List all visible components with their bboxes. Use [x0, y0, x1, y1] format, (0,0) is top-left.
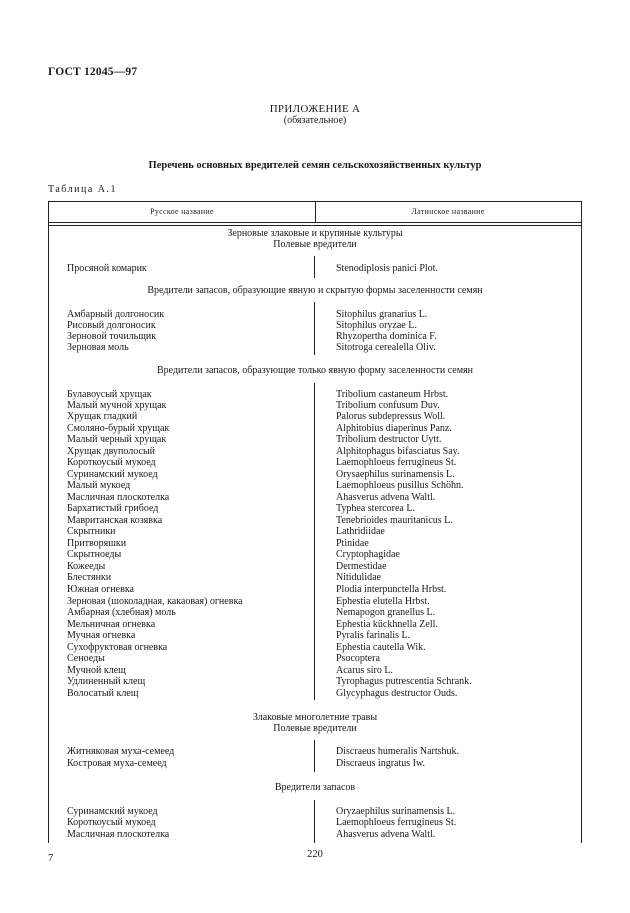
latin-name: Ephestia elutella Hrbst.	[336, 596, 430, 607]
russian-name: Булавоусый хрущак	[67, 389, 152, 400]
latin-name: Oryzaephilus surinamensis L.	[336, 806, 456, 817]
latin-name: Laemophloeus ferrugineus St.	[336, 817, 457, 828]
russian-name: Блестянки	[67, 572, 112, 583]
latin-name: Ephestia kückhnella Zell.	[336, 619, 438, 630]
latin-name: Nemapogon granellus L.	[336, 607, 436, 618]
latin-name: Laemophloeus pusillus Schöhn.	[336, 480, 464, 491]
header-rule	[49, 222, 581, 223]
latin-name: Pyralis farinalis L.	[336, 630, 411, 641]
latin-name: Lathridiidae	[336, 526, 385, 537]
latin-name: Tenebrioides mauritanicus L.	[336, 515, 453, 526]
header-rule-double	[49, 225, 581, 226]
gost-header: ГОСТ 12045—97	[48, 66, 138, 78]
russian-name: Просяной комарик	[67, 263, 147, 274]
latin-name: Alphitobius diaperinus Panz.	[336, 423, 452, 434]
latin-name: Stenodiplosis panici Plot.	[336, 263, 438, 274]
list-title: Перечень основных вредителей семян сельскохозяйственных культур	[148, 160, 482, 171]
latin-name: Plodia interpunctella Hrbst.	[336, 584, 447, 595]
russian-name: Волосатый клещ	[67, 688, 139, 699]
russian-name: Малый мукоед	[67, 480, 131, 491]
latin-name: Discraeus humeralis Nartshuk.	[336, 746, 460, 757]
russian-name: Кожееды	[67, 561, 106, 572]
russian-name: Сухофруктовая огневка	[67, 642, 168, 653]
latin-name: Tribolium confusum Duv.	[336, 400, 440, 411]
russian-name: Малый мучной хрущак	[67, 400, 167, 411]
russian-name: Масличная плоскотелка	[67, 492, 170, 503]
russian-name: Мавританская козявка	[67, 515, 163, 526]
appendix-subtitle: (обязательное)	[283, 115, 347, 126]
column-divider	[314, 302, 315, 355]
latin-name: Orysaephilus surinamensis L.	[336, 469, 455, 480]
section-subheading: Полевые вредители	[273, 723, 357, 734]
russian-name: Сеноеды	[67, 653, 105, 664]
russian-name: Притворяшки	[67, 538, 127, 549]
russian-name: Хрущак двуполосый	[67, 446, 156, 457]
latin-name: Laemophloeus ferrugineus St.	[336, 457, 457, 468]
section-subheading: Полевые вредители	[273, 239, 357, 250]
russian-name: Суринамский мукоед	[67, 806, 158, 817]
latin-name: Ahasverus advena Waltl.	[336, 492, 436, 503]
latin-name: Glycyphagus destructor Ouds.	[336, 688, 458, 699]
russian-name: Малый черный хрущак	[67, 434, 167, 445]
column-divider	[314, 256, 315, 278]
russian-name: Амбарная (хлебная) моль	[67, 607, 176, 618]
latin-name: Rhyzopertha dominica F.	[336, 331, 437, 342]
russian-name: Суринамский мукоед	[67, 469, 158, 480]
column-divider	[314, 740, 315, 772]
latin-name: Nitidulidae	[336, 572, 381, 583]
russian-name: Короткоусый мукоед	[67, 457, 156, 468]
latin-name: Ptinidae	[336, 538, 369, 549]
russian-name: Смоляно-бурый хрущак	[67, 423, 170, 434]
latin-name: Sitotroga cerealella Oliv.	[336, 342, 436, 353]
russian-name: Амбарный долгоносик	[67, 309, 165, 320]
table-caption: Таблица А.1	[48, 184, 117, 195]
russian-name: Короткоусый мукоед	[67, 817, 156, 828]
russian-name: Зерновой точильщик	[67, 331, 157, 342]
russian-name: Бархатистый грибоед	[67, 503, 159, 514]
russian-name: Зерновая (шоколадная, какаовая) огневка	[67, 596, 243, 607]
russian-name: Зерновая моль	[67, 342, 129, 353]
russian-name: Житняковая муха-семеед	[67, 746, 175, 757]
russian-name: Южная огневка	[67, 584, 134, 595]
column-divider	[314, 800, 315, 843]
russian-name: Масличная плоскотелка	[67, 829, 170, 840]
section-heading: Зерновые злаковые и крупяные культуры	[227, 228, 403, 239]
russian-name: Хрущак гладкий	[67, 411, 138, 422]
latin-name: Tyrophagus putrescentia Schrank.	[336, 676, 472, 687]
latin-name: Sitophilus oryzae L.	[336, 320, 417, 331]
latin-name: Dermestidae	[336, 561, 387, 572]
section-heading: Вредители запасов, образующие явную и скрытую формы заселенности семян	[147, 285, 483, 296]
latin-name: Typhea stercorea L.	[336, 503, 415, 514]
latin-name: Alphitophagus bifasciatus Say.	[336, 446, 460, 457]
appendix-title: ПРИЛОЖЕНИЕ А	[269, 103, 361, 115]
section-heading: Вредители запасов, образующие только явную форму заселенности семян	[156, 365, 473, 376]
page-number: 220	[307, 849, 323, 860]
column-divider	[314, 383, 315, 700]
latin-name: Sitophilus granarius L.	[336, 309, 428, 320]
russian-name: Мельничная огневка	[67, 619, 156, 630]
latin-name: Acarus siro L.	[336, 665, 393, 676]
column-header-latin: Латинское название	[411, 207, 485, 216]
russian-name: Удлиненный клещ	[67, 676, 146, 687]
latin-name: Tribolium destructor Uytt.	[336, 434, 442, 445]
latin-name: Psocoptera	[336, 653, 380, 664]
latin-name: Ahasverus advena Waltl.	[336, 829, 436, 840]
russian-name: Скрытноеды	[67, 549, 122, 560]
section-heading: Злаковые многолетние травы	[252, 712, 378, 723]
russian-name: Рисовый долгоносик	[67, 320, 156, 331]
latin-name: Cryptophagidae	[336, 549, 400, 560]
section-heading: Вредители запасов	[274, 782, 356, 793]
russian-name: Мучная огневка	[67, 630, 136, 641]
latin-name: Ephestia cautella Wik.	[336, 642, 426, 653]
latin-name: Discraeus ingratus Iw.	[336, 758, 426, 769]
russian-name: Скрытники	[67, 526, 116, 537]
russian-name: Костровая муха-семеед	[67, 758, 167, 769]
latin-name: Palorus subdepressus Woll.	[336, 411, 446, 422]
russian-name: Мучной клещ	[67, 665, 126, 676]
latin-name: Tribolium castaneum Hrbst.	[336, 389, 449, 400]
footer-number: 7	[48, 853, 54, 864]
column-header-russian: Русское название	[49, 202, 316, 222]
